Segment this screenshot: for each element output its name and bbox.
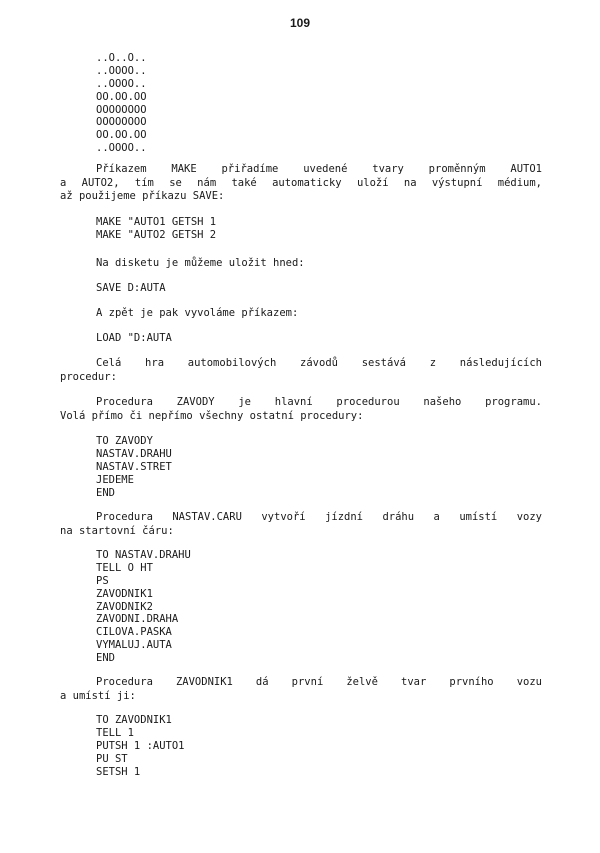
code-line: PU ST [96, 752, 128, 765]
code-line: JEDEME [96, 473, 134, 486]
code-zavody [96, 435, 172, 499]
paragraph-line: Procedura ZAVODNIK1 dá první želvě tvar prvního vozu [96, 676, 542, 688]
shape-row: OOOOOOOO [96, 116, 147, 129]
code-line: NASTAV.STRET [96, 460, 172, 473]
shape-row: OO.OO.OO [96, 129, 147, 142]
code-line: TO ZAVODNIK1 [96, 714, 172, 726]
code-line: PUTSH 1 :AUTO1 [96, 739, 185, 752]
paragraph-line: procedur: [60, 370, 117, 383]
code-line: ZAVODNIK1 [96, 587, 153, 600]
code-zavodnik1 [96, 714, 185, 778]
page-number: 109 [289, 16, 311, 30]
code-line: END [96, 486, 115, 499]
code-line: TO NASTAV.DRAHU [96, 549, 191, 561]
paragraph-line: až použijeme příkazu SAVE: [60, 190, 225, 202]
code-line: PS [96, 574, 109, 587]
paragraph-line: Procedura ZAVODY je hlavní procedurou našeho programu. [96, 396, 542, 408]
code-line: MAKE "AUTO1 GETSH 1 [96, 216, 217, 228]
code-line: TELL O HT [96, 561, 153, 574]
shape-bitmap [96, 52, 147, 155]
paragraph-disketu: Na disketu je můžeme uložit hned: [96, 257, 305, 269]
paragraph-line: a AUTO2, tím se nám také automaticky uloží na výstupní médium, [60, 176, 542, 189]
shape-row: ..OOOO.. [96, 142, 147, 155]
code-line: CILOVA.PASKA [96, 626, 172, 639]
code-line: TO ZAVODY [96, 435, 153, 447]
paragraph-zavodnik1 [60, 676, 542, 703]
paragraph-line: na startovní čáru: [60, 524, 174, 537]
shape-row: OOOOOOOO [96, 103, 147, 116]
code-line: ZAVODNIK2 [96, 600, 153, 613]
paragraph-line: Příkazem MAKE přiřadíme uvedené tvary proměnným AUTO1 [96, 163, 542, 175]
shape-row: ..OOOO.. [96, 77, 147, 90]
code-line: END [96, 652, 115, 665]
paragraph-nastav-caru [60, 511, 542, 538]
shape-row: ..O..O.. [96, 52, 147, 64]
code-make [96, 216, 216, 242]
shape-row: OO.OO.OO [96, 90, 147, 103]
code-line: SETSH 1 [96, 765, 141, 778]
code-line: ZAVODNI.DRAHA [96, 613, 179, 626]
paragraph-hra [60, 357, 542, 384]
paragraph-line: Celá hra automobilových závodů sestává z následujících [96, 357, 542, 369]
paragraph-line: Volá přímo či nepřímo všechny ostatní procedury: [60, 409, 364, 422]
shape-row: ..OOOO.. [96, 64, 147, 77]
code-line: TELL 1 [96, 726, 134, 739]
paragraph-zpet: A zpět je pak vyvoláme příkazem: [96, 307, 299, 319]
paragraph-make [60, 163, 542, 204]
code-load: LOAD "D:AUTA [96, 332, 172, 344]
paragraph-line: Procedura NASTAV.CARU vytvoří jízdní dráhu a umístí vozy [96, 511, 542, 523]
code-save: SAVE D:AUTA [96, 282, 166, 294]
paragraph-line: a umístí ji: [60, 689, 136, 702]
code-nastav-drahu [96, 549, 191, 665]
paragraph-zavody [60, 396, 542, 423]
code-line: VYMALUJ.AUTA [96, 639, 172, 652]
code-line: NASTAV.DRAHU [96, 447, 172, 460]
code-line: MAKE "AUTO2 GETSH 2 [96, 228, 217, 241]
